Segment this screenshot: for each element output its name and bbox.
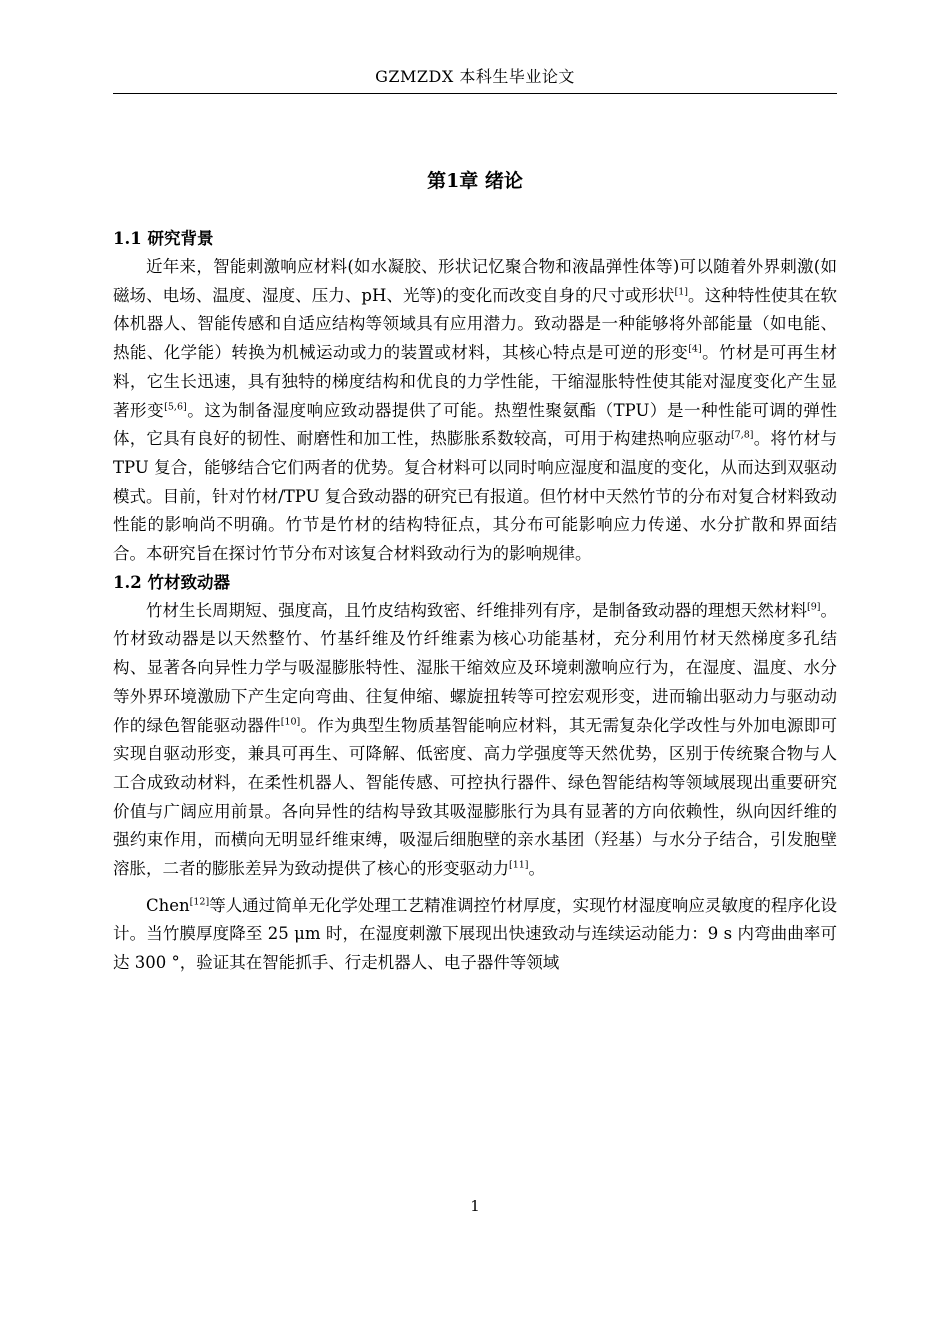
page-number: 1 <box>470 1197 480 1215</box>
body-text <box>113 225 837 978</box>
paragraph-text: 。这为制备湿度响应致动器提供了可能。热塑性聚氨酯（TPU）是一种性能可调的弹性体，它具有良好的韧性、耐磨性和加工性，热膨胀系数较高，可用于构建热响应驱动 <box>113 400 837 449</box>
citation-ref: [7,8] <box>730 429 754 441</box>
paragraph-text: 。竹材是可再生材料，它生长迅速，具有独特的梯度结构和优良的力学性能，干缩湿胀特性使其能对湿度变化产生显著形变 <box>113 343 838 420</box>
header-divider <box>113 93 837 94</box>
section-heading-1-1: 1.1 研究背景 <box>113 229 214 248</box>
paragraph-text: Chen <box>146 895 190 915</box>
paragraph-text: 等人通过简单无化学处理工艺精准调控竹材厚度，实现竹材湿度响应灵敏度的程序化设计。当竹膜厚度降至 25 μm 时，在湿度刺激下展现出快速致动与连续运动能力：9 s 内弯曲曲率可达 300 °，验证其在智能抓手、行走机器人、电子器件等领域 <box>113 895 837 973</box>
paragraph-bamboo-actuators <box>113 597 837 884</box>
paragraph-research-background <box>113 253 837 569</box>
section-heading-1-2: 1.2 竹材致动器 <box>113 572 230 592</box>
citation-ref: [4] <box>688 343 702 355</box>
paragraph-text: 。竹材致动器是以天然整竹、竹基纤维及竹纤维素为核心功能基材，充分利用竹材天然梯度多孔结构、显著各向异性力学与吸湿膨胀特性、湿胀干缩效应及环境刺激响应行为，在湿度、温度、水分等外界环境激励下产生定向弯曲、往复伸缩、螺旋扭转等可控宏观形变，进而输出驱动力与驱动动作的绿色智能驱动器件 <box>113 600 838 735</box>
citation-ref: [11] <box>509 859 529 871</box>
paragraph-text: 竹材生长周期短、强度高，且竹皮结构致密、纤维排列有序，是制备致动器的理想天然材料 <box>146 600 808 620</box>
citation-ref: [10] <box>280 716 301 728</box>
citation-ref: [12] <box>189 896 210 908</box>
paragraph-text: 。将竹材与 TPU 复合，能够结合它们两者的优势。复合材料可以同时响应湿度和温度的变化，从而达到双驱动模式。目前，针对竹材/TPU 复合致动器的研究已有报道。但竹材中天然竹节的分布对复合材料致动性能的影响尚不明确。竹节是竹材的结构特征点，其分布可能影响应力传递、水分扩散和界面结合。本研究旨在探讨竹节分布对该复合材料致动行为的影响规律。 <box>113 429 838 564</box>
paragraph-text: 。这种特性使其在软体机器人、智能传感和自适应结构等领域具有应用潜力。致动器是一种能够将外部能量（如电能、热能、化学能）转换为机械运动或力的装置或材料，其核心特点是可逆的形变 <box>113 285 838 363</box>
paragraph-text: 。作为典型生物质基智能响应材料，其无需复杂化学改性与外加电源即可实现自驱动形变，兼具可再生、可降解、低密度、高力学强度等天然优势，区别于传统聚合物与人工合成致动材料，在柔性机器人、智能传感、可控执行器件、绿色智能结构等领域展现出重要研究价值与广阔应用前景。各向异性的结构导致其吸湿膨胀行为具有显著的方向依赖性，纵向因纤维的强约束作用，而横向无明显纤维束缚，吸湿后细胞壁的亲水基团（羟基）与水分子结合，引发胞壁溶胀，二者的膨胀差异为致动提供了核心的形变驱动力 <box>113 715 837 879</box>
paragraph-text: 。 <box>528 859 546 879</box>
chapter-title: 第1章 绪论 <box>427 170 523 192</box>
citation-ref: [1] <box>674 286 688 298</box>
running-header: GZMZDX 本科生毕业论文 <box>375 67 575 86</box>
paragraph-text: 近年来，智能刺激响应材料(如水凝胶、形状记忆聚合物和液晶弹性体等)可以随着外界刺激(如磁场、电场、温度、湿度、压力、pH、光等)的变化而改变自身的尺寸或形状 <box>113 257 837 305</box>
citation-ref: [5,6] <box>164 401 187 413</box>
paragraph-chen-study <box>113 892 837 978</box>
citation-ref: [9] <box>807 601 821 613</box>
